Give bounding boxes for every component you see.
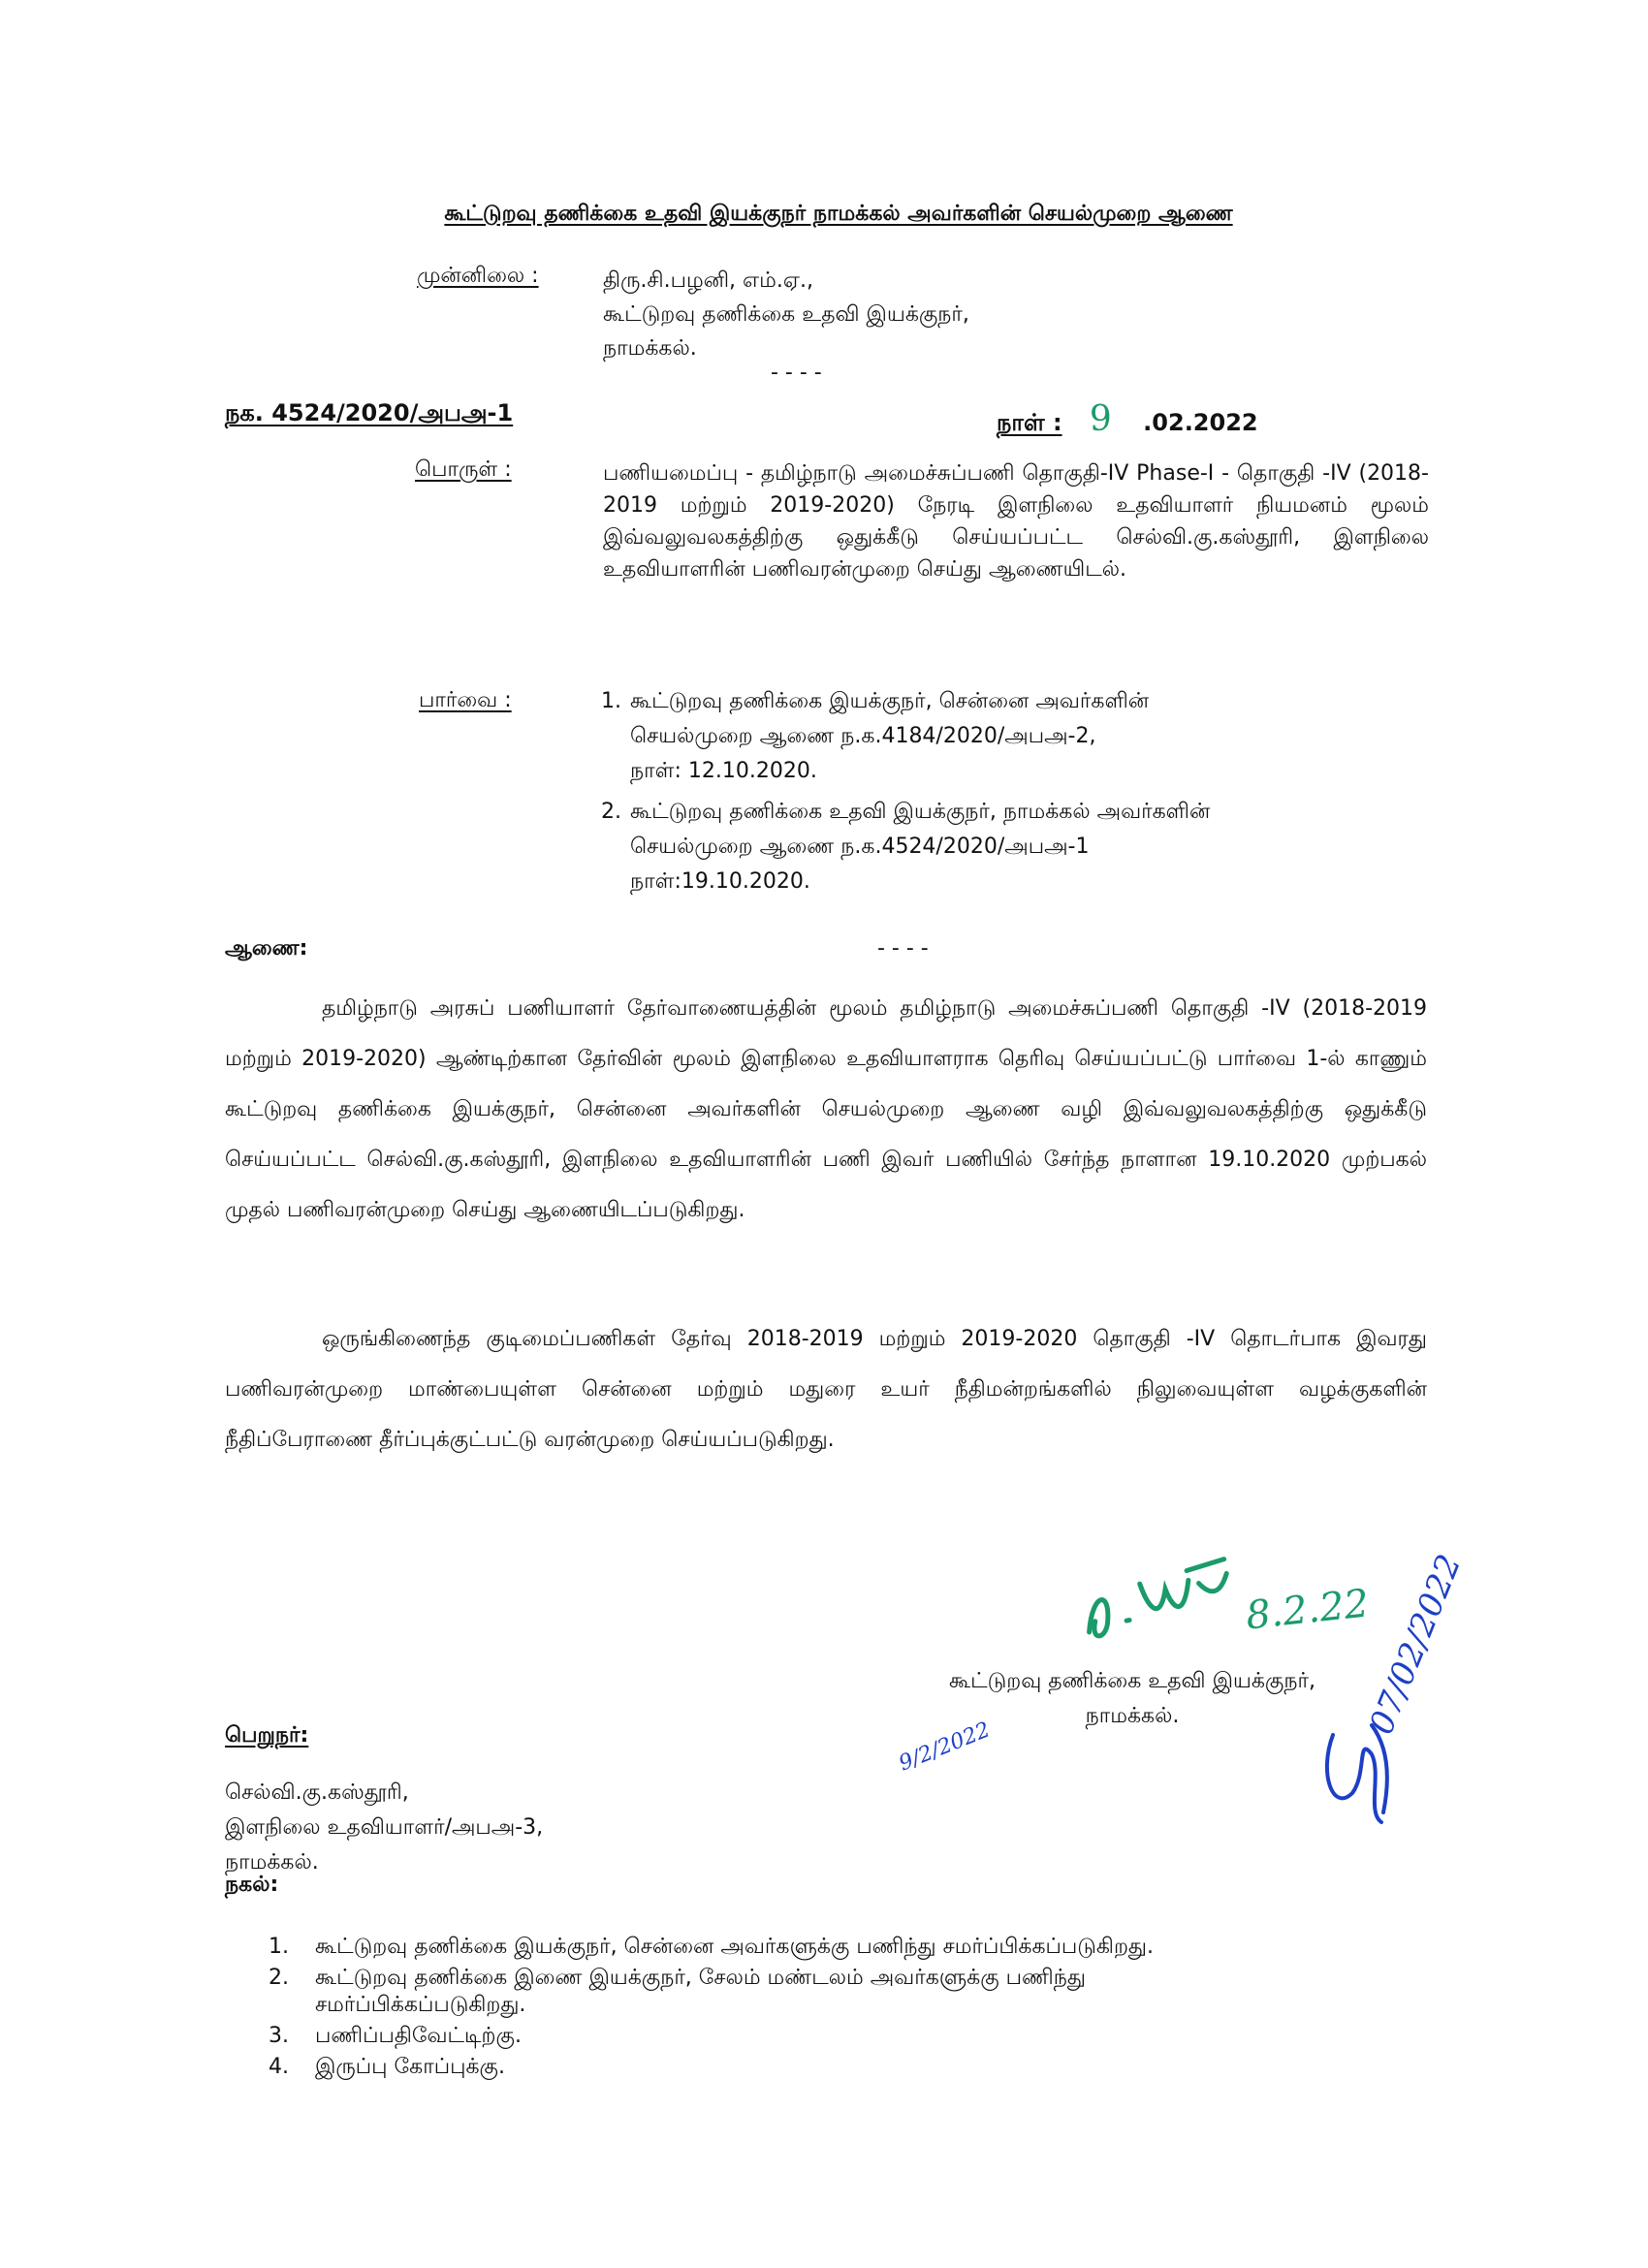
presence-label: முன்னிலை : [417, 264, 539, 288]
list-line: கூட்டுறவு தணிக்கை இயக்குநர், சென்னை அவர்களுக்கு பணிந்து சமர்ப்பிக்கப்படுகிறது. [315, 1935, 1155, 1959]
order-paragraph-2: ஒருங்கிணைந்த குடிமைப்பணிகள் தேர்வு 2018-2019 மற்றும் 2019-2020 தொகுதி -IV தொடர்பாக இவரது பணிவரன்முறை மாண்பையுள்ள சென்னை மற்றும் மதுரை உயர் நீதிமன்றங்களில் நிலுவையுள்ள வழக்குகளின் நீதிப்பேராணை தீர்ப்புக்குட்பட்டு வரன்முறை செய்யப்படுகிறது. [225, 1327, 1427, 1452]
refs-list [601, 684, 1425, 899]
separator: - - - - [771, 361, 822, 385]
recipient-label: பெறுநர்: [225, 1723, 309, 1748]
copy-list [269, 1934, 1430, 2081]
initial-date: 9/2/2022 [895, 1717, 994, 1777]
recipient-line: செல்வி.கு.கஸ்தூரி, [225, 1780, 409, 1805]
copy-label: நகல்: [225, 1873, 279, 1897]
subject-label: பொருள் : [415, 457, 512, 482]
list-line: கூட்டுறவு தணிக்கை உதவி இயக்குநர், நாமக்கல் அவர்களின் [630, 800, 1211, 824]
list-number: 1. [601, 689, 621, 713]
list-number: 1. [269, 1935, 289, 1959]
reference-date [997, 399, 1258, 439]
list-line: கூட்டுறவு தணிக்கை இயக்குநர், சென்னை அவர்களின் [630, 689, 1150, 713]
reference-number: நக. 4524/2020/அபஅ-1 [225, 399, 514, 426]
list-line: நாள்: 12.10.2020. [630, 759, 817, 783]
list-item [601, 684, 1425, 789]
list-number: 2. [269, 1966, 289, 1990]
list-item [269, 2023, 1430, 2050]
presence-block [603, 264, 969, 365]
subject-text: பணியமைப்பு - தமிழ்நாடு அமைச்சுப்பணி தொகுதி-IV Phase-I - தொகுதி -IV (2018-2019 மற்றும் 2019-2020) நேரடி இளநிலை உதவியாளர் நியமனம் மூலம் இவ்வலுவலகத்திற்கு ஒதுக்கீடு செய்யப்பட்ட செல்வி.கு.கஸ்தூரி, இளநிலை உதவியாளரின் பணிவரன்முறை செய்து ஆணையிடல். [603, 461, 1429, 582]
recipient-line: இளநிலை உதவியாளர்/அபஅ-3, [225, 1815, 544, 1840]
handwritten-day: 9 [1089, 399, 1112, 439]
presence-line: நாமக்கல். [603, 336, 697, 361]
list-line: சமர்ப்பிக்கப்படுகிறது. [315, 1993, 526, 2017]
order-separator: - - - - [877, 936, 929, 961]
list-number: 3. [269, 2024, 289, 2048]
presence-line: கூட்டுறவு தணிக்கை உதவி இயக்குநர், [603, 302, 969, 327]
signature-designation [880, 1664, 1384, 1734]
recipient-block [225, 1776, 543, 1880]
page-title: கூட்டுறவு தணிக்கை உதவி இயக்குநர் நாமக்கல் அவர்களின் செயல்முறை ஆணை [444, 202, 1233, 226]
signature-date: 8.2.22 [1243, 1581, 1372, 1639]
order-paragraph-1: தமிழ்நாடு அரசுப் பணியாளர் தேர்வாணையத்தின் மூலம் தமிழ்நாடு அமைச்சுப்பணி தொகுதி -IV (2018-2019 மற்றும் 2019-2020) ஆண்டிற்கான தேர்வின் மூலம் இளநிலை உதவியாளராக தெரிவு செய்யப்பட்டு பார்வை 1-ல் காணும் கூட்டுறவு தணிக்கை இயக்குநர், சென்னை அவர்களின் செயல்முறை ஆணை வழி இவ்வலுவலகத்திற்கு ஒதுக்கீடு செய்யப்பட்ட செல்வி.கு.கஸ்தூரி, இளநிலை உதவியாளரின் பணி இவர் பணியில் சேர்ந்த நாளான 19.10.2020 முற்பகல் முதல் பணிவரன்முறை செய்து ஆணையிடப்படுகிறது. [225, 996, 1427, 1222]
date-label: நாள் : [997, 409, 1062, 436]
refs-label: பார்வை : [419, 688, 512, 712]
presence-line: திரு.சி.பழனி, எம்.ஏ., [603, 268, 813, 293]
list-line: நாள்:19.10.2020. [630, 869, 810, 894]
list-item [269, 1934, 1430, 1961]
list-line: கூட்டுறவு தணிக்கை இணை இயக்குநர், சேலம் மண்டலம் அவர்களுக்கு பணிந்து [315, 1966, 1086, 1990]
date-rest: .02.2022 [1143, 409, 1258, 436]
list-number: 4. [269, 2055, 289, 2079]
received-date: 07/02/2022 [1362, 1549, 1470, 1740]
list-item [269, 1965, 1430, 2019]
order-label: ஆணை: [225, 936, 308, 961]
list-line: இருப்பு கோப்புக்கு. [315, 2055, 505, 2079]
list-item [601, 795, 1425, 899]
designation-line: நாமக்கல். [1085, 1704, 1180, 1728]
list-item [269, 2054, 1430, 2081]
list-line: செயல்முறை ஆணை ந.க.4524/2020/அபஅ-1 [630, 835, 1090, 859]
list-line: செயல்முறை ஆணை ந.க.4184/2020/அபஅ-2, [630, 724, 1096, 748]
list-line: பணிப்பதிவேட்டிற்கு. [315, 2024, 522, 2048]
recipient-line: நாமக்கல். [225, 1850, 319, 1874]
designation-line: கூட்டுறவு தணிக்கை உதவி இயக்குநர், [949, 1669, 1315, 1693]
list-number: 2. [601, 800, 621, 824]
